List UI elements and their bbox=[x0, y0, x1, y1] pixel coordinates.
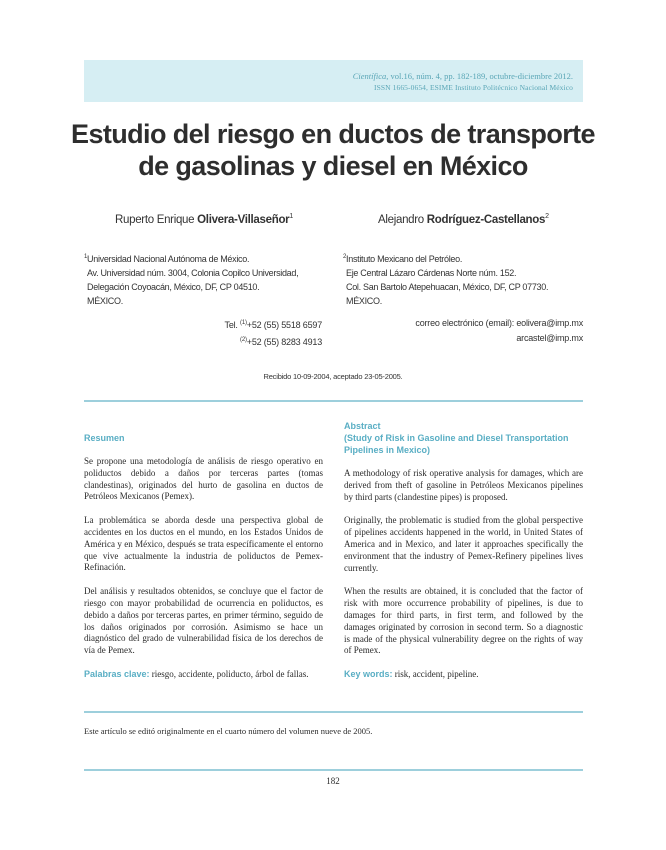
email-1: correo electrónico (email): eolivera@imp.mx bbox=[415, 318, 583, 328]
author-1-given: Ruperto Enrique bbox=[115, 213, 198, 226]
author-2-given: Alejandro bbox=[378, 213, 427, 226]
affiliation-2-line: $^2$Instituto Mexicano del Petróleo. bbox=[343, 254, 463, 264]
footnote-divider bbox=[84, 711, 583, 713]
key-words-label: Key words: bbox=[344, 669, 393, 680]
abstract-heading: Abstract (Study of Risk in Gasoline and Diesel Transportation Pipelines in Mexico) bbox=[344, 421, 569, 455]
resumen-paragraph-2: La problemática se aborda desde una perspectiva global de accidentes en los ductos en el mundo, en los Estados Unidos de América y en México, después se trata específicamente el entorno que vive actualmente la industria de poliductos de Pemex-Refinación. bbox=[84, 515, 323, 573]
author-2-family: Rodríguez-Castellanos bbox=[426, 213, 546, 226]
abstract-paragraph-1: A methodology of risk operative analysis for damages, which are derived from theft of gasoline in Petróleos Mexicanos pipelines by third parts (clandestine pipes) is proposed. bbox=[344, 468, 583, 502]
author-1-family: Olivera-Villaseñor bbox=[197, 213, 290, 226]
palabras-clave-label: Palabras clave: bbox=[84, 668, 150, 679]
email-block bbox=[415, 316, 583, 346]
affiliation-1-sup: 1 bbox=[84, 254, 88, 260]
author-1 bbox=[115, 213, 293, 226]
page-number: 182 bbox=[326, 776, 340, 786]
resumen-heading: Resumen bbox=[84, 433, 125, 443]
affiliation-2-sup: 2 bbox=[343, 254, 347, 260]
footnote: Este artículo se editó originalmente en el cuarto número del volumen nueve de 2005. bbox=[84, 726, 373, 736]
palabras-clave-values: riesgo, accidente, poliducto, árbol de fallas. bbox=[149, 668, 309, 679]
affiliation-2-line: Col. San Bartolo Atepehuacan, México, DF, CP 07730. bbox=[346, 282, 549, 292]
phone-block bbox=[225, 316, 322, 350]
affiliation-2-line: Eje Central Lázaro Cárdenas Norte núm. 152. bbox=[346, 268, 517, 278]
affiliation-1-line: MÉXICO. bbox=[87, 296, 123, 306]
resumen-paragraph-1: Se propone una metodología de análisis de riesgo operativo en poliductos debido a daños por terceras partes (tomas clandestinas), originados del hurto de gasolina en ductos de Petróleos Mexicanos (Pemex). bbox=[84, 456, 323, 502]
title-line-2: de gasolinas y diesel en México bbox=[138, 151, 528, 181]
author-2-sup: 2 bbox=[545, 213, 549, 220]
affiliation-1-line: $^1$Universidad Nacional Autónoma de México. bbox=[84, 254, 250, 264]
abstract-section bbox=[344, 420, 583, 681]
abstract-paragraph-3: When the results are obtained, it is concluded that the factor of risk with more occurrence probability of pipelines, is due to damages for third parts, in first term, and followed by the damages originated by corrosion in second term. So a diagnostic is made of the physical vulnerability degree on the rights of way of Pemex. bbox=[344, 586, 583, 656]
affiliation-1-line: Delegación Coyoacán, México, DF, CP 04510. bbox=[87, 282, 260, 292]
citation-box bbox=[84, 60, 583, 102]
affiliation-1 bbox=[84, 250, 298, 308]
title-line-1: Estudio del riesgo en ductos de transporte bbox=[71, 119, 595, 149]
author-1-sup: 1 bbox=[289, 213, 293, 220]
issn-line: ISSN 1665-0654, ESIME Instituto Politécnico Nacional México bbox=[373, 83, 573, 92]
resumen-keywords bbox=[84, 669, 323, 681]
bottom-divider bbox=[84, 769, 583, 771]
email-2[interactable]: arcastel@imp.mx bbox=[516, 333, 583, 343]
citation-details: , vol.16, núm. 4, pp. 182-189, octubre-diciembre 2012. bbox=[386, 71, 573, 81]
phone-2: $^{(2)}$+52 (55) 8283 4913 bbox=[240, 337, 322, 347]
abstract-paragraph-2: Originally, the problematic is studied from the global perspective of pipelines accidents happened in the world, in United States of America and in Mexico, and later it approaches specifically the environment that the industry of Pemex-Refinery pipelines lives currently. bbox=[344, 515, 583, 573]
affiliation-2-line: MÉXICO. bbox=[346, 296, 382, 306]
resumen-paragraph-3: Del análisis y resultados obtenidos, se concluye que el factor de riesgo con mayor probabilidad de ocurrencia en poliductos, es debido a daños por terceras partes, en primer término, seguido de los daños originados por corrosión. Asimismo se hace un diagnóstico del grado de vulnerabilidad física de los derechos de vía de Pemex. bbox=[84, 586, 323, 656]
citation-line bbox=[353, 71, 573, 81]
email-1-link[interactable]: eolivera@imp.mx bbox=[516, 318, 583, 328]
affiliation-1-line: Av. Universidad núm. 3004, Colonia Copilco Universidad, bbox=[87, 268, 299, 278]
author-2 bbox=[378, 213, 549, 226]
journal-name: Científica bbox=[352, 71, 387, 81]
received-accepted-dates: Recibido 10-09-2004, aceptado 23-05-2005. bbox=[263, 372, 403, 381]
resumen-section bbox=[84, 432, 323, 681]
affiliation-2 bbox=[343, 250, 548, 308]
phone-1: Tel. $^{(1)}$+52 (55) 5518 6597 bbox=[224, 320, 322, 330]
article-title bbox=[60, 118, 606, 182]
abstract-keywords bbox=[344, 669, 583, 681]
top-divider bbox=[84, 400, 583, 402]
key-words-values: risk, accident, pipeline. bbox=[392, 669, 479, 680]
